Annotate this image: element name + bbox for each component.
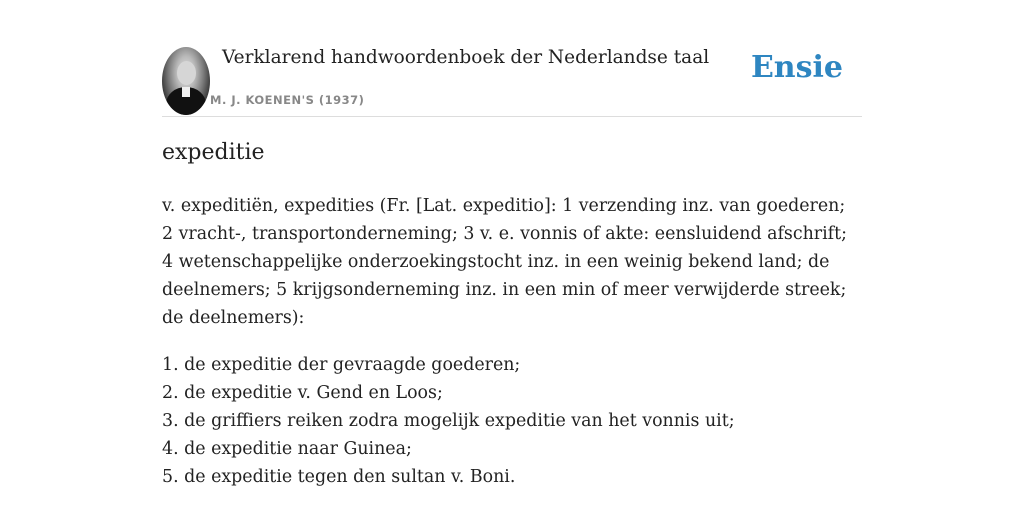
site-header — [162, 44, 862, 117]
portrait-collar-shape — [182, 87, 190, 97]
example-item: 4. de expeditie naar Guinea; — [162, 439, 412, 459]
entry-headword: expeditie — [162, 140, 265, 165]
example-list — [162, 351, 862, 491]
portrait-face-shape — [177, 61, 196, 85]
ensie-logo-link[interactable]: Ensie — [750, 50, 843, 85]
example-item: 5. de expeditie tegen den sultan v. Boni. — [162, 467, 516, 487]
entry-definition: v. expeditiën, expedities (Fr. [Lat. expeditio]: 1 verzending inz. van goederen; 2 vracht-, transportonderneming; 3 v. e. vonnis of akte: eensluidend afschrift; 4 wetenschappelijke onderzoekingstocht inz. in een weinig bekend land; de deelnemers; 5 krijgsonderneming inz. in een min of meer verwijderde streek; de deelnemers): — [162, 196, 847, 328]
book-title: Verklarend handwoordenboek der Nederlandse taal — [222, 47, 710, 68]
example-item: 2. de expeditie v. Gend en Loos; — [162, 383, 443, 403]
author-portrait-icon — [162, 47, 210, 115]
example-item: 1. de expeditie der gevraagde goederen; — [162, 355, 521, 375]
author-label: M. J. KOENEN'S (1937) — [210, 93, 365, 107]
example-item: 3. de griffiers reiken zodra mogelijk expeditie van het vonnis uit; — [162, 411, 735, 431]
